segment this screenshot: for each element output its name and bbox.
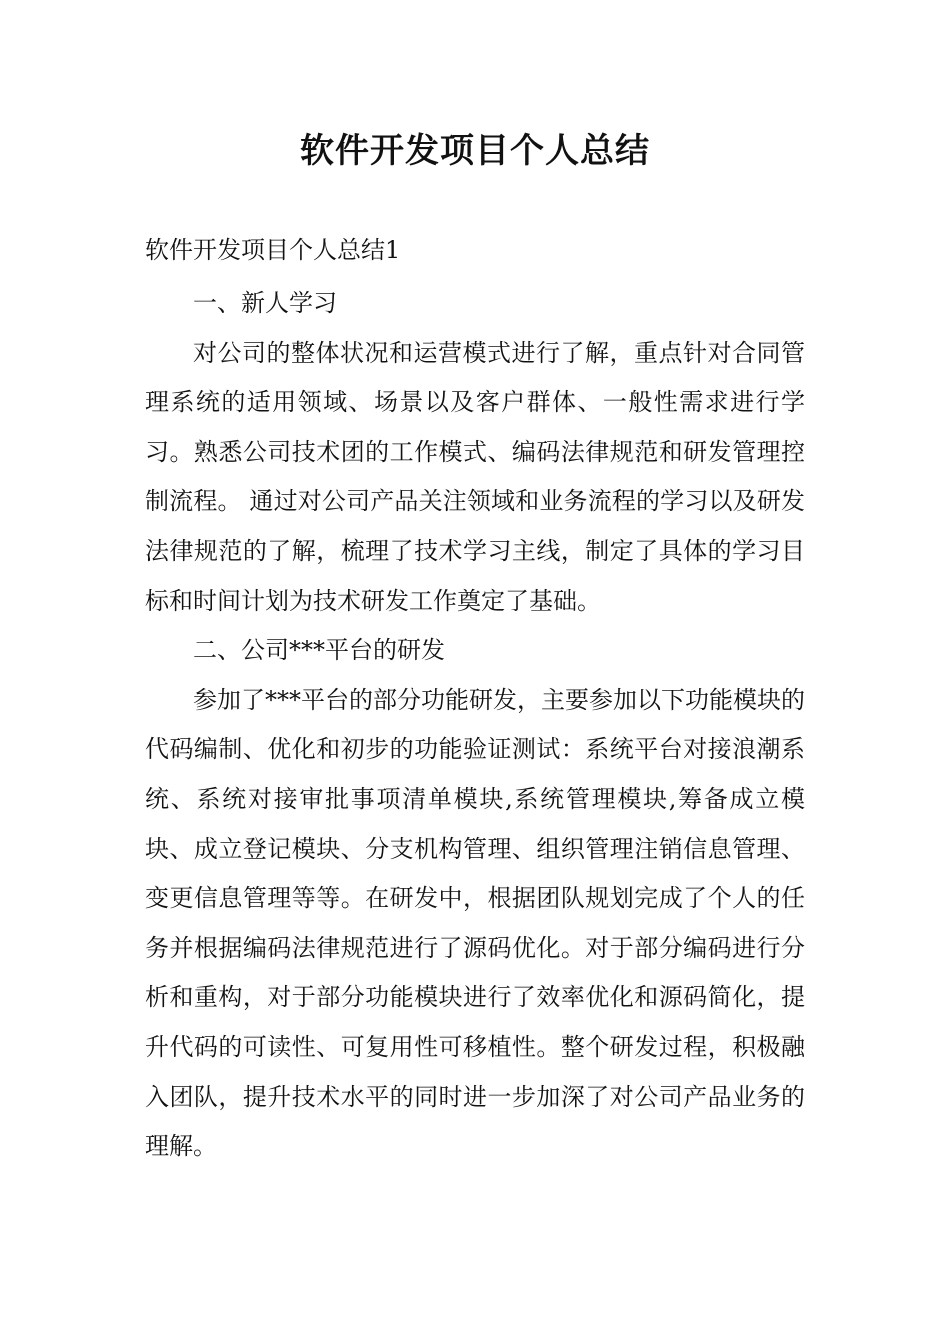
section-paragraph-2: 参加了***平台的部分功能研发，主要参加以下功能模块的代码编制、优化和初步的功能验证测试：系统平台对接浪潮系统、系统对接审批事项清单模块,系统管理模块,筹备成立模块、成立登记模块、分支机构管理、组织管理注销信息管理、变更信息管理等等。在研发中，根据团队规划完成了个人的任务并根据编码法律规范进行了源码优化。对于部分编码进行分析和重构，对于部分功能模块进行了效率优化和源码简化，提升代码的可读性、可复用性可移植性。整个研发过程，积极融入团队，提升技术水平的同时进一步加深了对公司产品业务的理解。 [145, 685, 805, 1161]
document-subtitle: 软件开发项目个人总结1 [145, 236, 401, 264]
section-heading-1: 一、新人学习 [193, 289, 337, 317]
document-body [145, 279, 805, 1172]
section-paragraph-1: 对公司的整体状况和运营模式进行了解，重点针对合同管理系统的适用领域、场景以及客户群体、一般性需求进行学习。熟悉公司技术团的工作模式、编码法律规范和研发管理控制流程。 通过对公司产品关注领域和业务流程的学习以及研发法律规范的了解，梳理了技术学习主线，制定了具体的学习目标和时间计划为技术研发工作奠定了基础。 [145, 338, 805, 615]
document-title: 软件开发项目个人总结 [300, 131, 650, 171]
section-heading-2: 二、公司***平台的研发 [193, 636, 445, 665]
